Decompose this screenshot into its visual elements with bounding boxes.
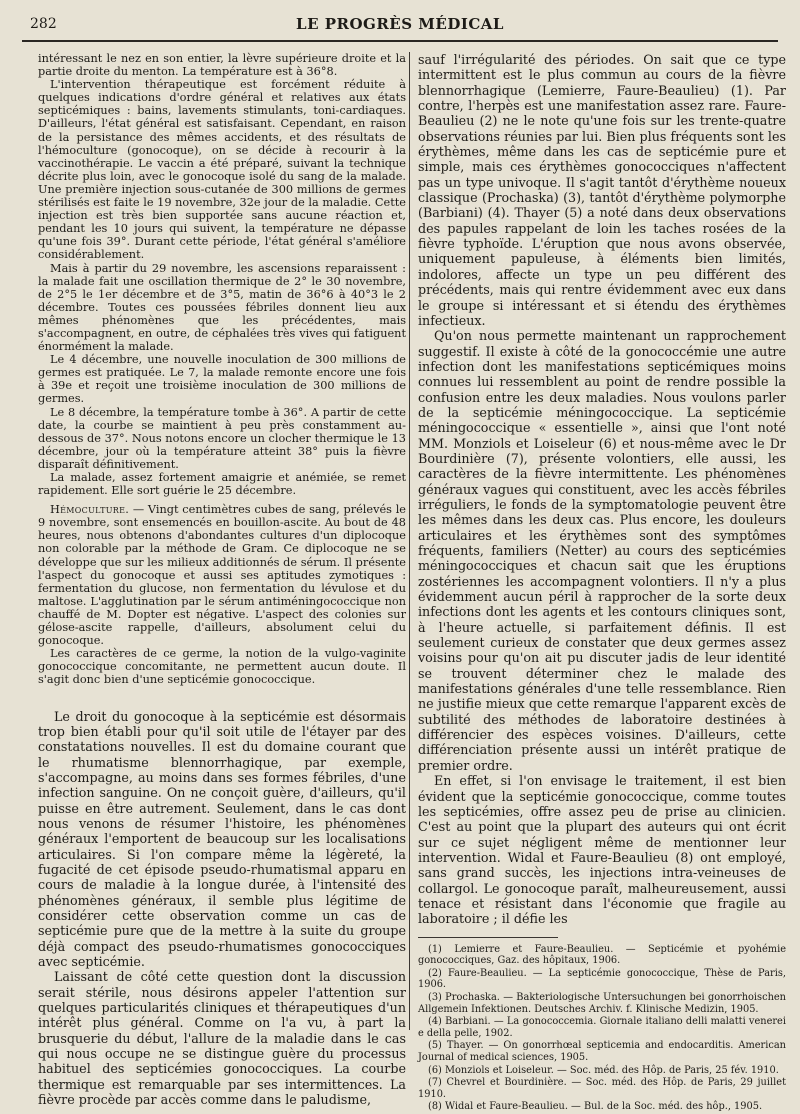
case-report	[38, 52, 406, 687]
case-paragraph: intéressant le nez en son entier, la lèvre supérieure droite et la partie droite du menton. La température est à 36°8.	[38, 52, 406, 79]
footnote: (7) Chevrel et Bourdinière. — Soc. méd. des Hôp. de Paris, 29 juillet 1910.	[418, 1077, 786, 1100]
case-paragraph: Le 8 décembre, la température tombe à 36°. A partir de cette date, la courbe se maintient à peu près constamment au-dessous de 37°. Nous notons encore un clocher thermique le 13 décembre, jour où la température atteint 38° puis la fièvre disparaît définitivement.	[38, 405, 406, 471]
discussion-paragraph: En effet, si l'on envisage le traitement, il est bien évident que la septicémie gonococcique, comme toutes les septicémies, offre assez peu de prise au clinicien. C'est au point que la plupart des auteurs qui ont écrit sur ce sujet négligent même de mentionner leur intervention. Widal et Faure-Beaulieu (8) ont employé, sans grand succès, les injections intra-veineuses de collargol. Le gonocoque paraît, malheureusement, aussi tenace et résistant dans l'économie que fragile au laboratoire ; il défie les	[418, 773, 786, 927]
footnote: (2) Faure-Beaulieu. — La septicémie gonococcique, Thèse de Paris, 1906.	[418, 967, 786, 991]
footnote: (5) Thayer. — On gonorrhœal septicemia and endocarditis. American Journal of medical sciences, 1905.	[418, 1040, 786, 1063]
column-divider	[409, 52, 410, 1030]
case-paragraph: Mais à partir du 29 novembre, les ascensions reparaissent : la malade fait une oscillation thermique de 2° le 30 novembre, de 2°5 le 1er décembre et de 3°5, matin de 36°6 à 40°3 le 2 décembre. Toutes ces poussées fébriles donnent lieu aux mêmes phénomènes que les précédentes, mais s'accompagnent, en outre, de céphalées très vives qui fatiguent énormément la malade.	[38, 261, 406, 354]
footnote: (4) Barbiani. — La gonococcemia. Giornale italiano delli malatti venerei e della pelle, 1902.	[418, 1016, 786, 1039]
discussion-paragraph: sauf l'irrégularité des périodes. On sait que ce type intermittent est le plus commun au cours de la fièvre blennorrhagique (Lemierre, Faure-Beaulieu) (1). Par contre, l'herpès est une manifestation assez rare. Faure-Beaulieu (2) ne le note qu'une fois sur les trente-quatre observations réunies par lui. Bien plus fréquents sont les érythèmes, même dans les cas de septicémie pure et simple, mais ces érythèmes gonococciques n'affectent pas un type univoque. Il s'agit tantôt d'érythème noueux classique (Prochaska) (3), tantôt d'érythème polymorphe (Barbiani) (4). Thayer (5) a noté dans deux observations des papules rappelant de loin les taches rosées de la fièvre typhoïde. L'éruption que nous avons observée, uniquement papuleuse, à éléments bien limités, indolores, affecte un type un peu différent des précédents, mais qui rentre évidemment avec eux dans le groupe si intéressant et si étendu des érythèmes infectieux.	[418, 52, 786, 328]
case-paragraph: Le 4 décembre, une nouvelle inoculation de 300 millions de germes est pratiquée. Le 7, la malade remonte encore une fois à 39e et reçoit une troisième inoculation de 300 millions de germes.	[38, 353, 406, 406]
footnote: (1) Lemierre et Faure-Beaulieu. — Septicémie et pyohémie gonococciques, Gaz. des hôpitaux, 1906.	[418, 943, 786, 967]
right-column	[418, 52, 786, 1114]
page-header	[22, 14, 778, 36]
discussion-paragraph: Qu'on nous permette maintenant un rapprochement suggestif. Il existe à côté de la gonococcémie une autre infection dont les manifestations septicémiques moins connues lui ressemblent au point de rendre possible la confusion entre les deux maladies. Nous voulons parler de la septicémie méningococcique. La septicémie méningococcique « essentielle », ainsi que l'ont noté MM. Monziols et Loiseleur (6) et nous-même avec le Dr Bourdinière (7), présente volontiers, elle aussi, les caractères de la fièvre intermittente. Les phénomènes généraux vagues qui constituent, avec les accès fébriles irréguliers, le fonds de la symptomatologie peuvent être les mêmes dans les deux cas. Plus encore, les douleurs articulaires et les érythèmes sont des symptômes fréquents, familiers (Netter) au cours des septicémies méningococciques et chacun sait que les éruptions zostériennes les accompagnent volontiers. Il n'y a plus évidemment aucun péril à rapprocher de la sorte deux infections dont les agents et les contours cliniques sont, à l'heure actuelle, si parfaitement définis. Il est seulement curieux de constater que deux germes assez voisins pour qu'on ait pu discuter jadis de leur identité se trouvent déterminer chez le malade des manifestations générales d'une telle ressemblance. Rien ne justifie mieux que cette remarque l'apparent excès de subtilité des méthodes de laboratoire destinées à différencier des espèces voisines. D'ailleurs, cette différenciation présente aussi un intérêt pratique de premier ordre.	[418, 328, 786, 773]
case-conclusion: Les caractères de ce germe, la notion de la vulgo-vaginite gonococcique concomitante, ne permettent aucun doute. Il s'agit donc bien d'une septicémie gonococcique.	[38, 647, 406, 687]
header-rule	[22, 40, 778, 42]
section-gap	[38, 687, 406, 709]
hemoculture-paragraph	[38, 503, 406, 647]
hemoculture-label: Hémoculture.	[50, 503, 130, 517]
left-column	[38, 52, 406, 1107]
case-paragraph: La malade, assez fortement amaigrie et anémiée, se remet rapidement. Elle sort guérie le 25 décembre.	[38, 471, 406, 498]
case-paragraph: L'intervention thérapeutique est forcément réduite à quelques indications d'ordre général et relatives aux états septicémiques : bains, lavements stimulants, toni-cardiaques. D'ailleurs, l'état général est satisfaisant. Cependant, en raison de la persistance des mêmes accidents, et des résultats de l'hémoculture (gonocoque), on se décide à recourir à la vaccinothérapie. Le vaccin a été préparé, suivant la technique décrite plus loin, avec le gonocoque isolé du sang de la malade. Une première injection sous-cutanée de 300 millions de germes stérilisés est faite le 19 novembre, 32e jour de la maladie. Cette injection est très bien supportée sans aucune réaction et, pendant les 10 jours qui suivent, la température ne dépasse qu'une fois 39°. Durant cette période, l'état général s'améliore considérablement.	[38, 78, 406, 262]
discussion-paragraph: Le droit du gonocoque à la septicémie est désormais trop bien établi pour qu'il soit utile de l'étayer par des constatations nouvelles. Il est du domaine courant que le rhumatisme blennorrhagique, par exemple, s'accompagne, au moins dans ses formes fébriles, d'une infection sanguine. On ne conçoit guère, d'ailleurs, qu'il puisse en être autrement. Seulement, dans le cas dont nous venons de résumer l'histoire, les phénomènes généraux l'emportent de beaucoup sur les localisations articulaires. Si l'on compare même la légèreté, la fugacité de cet épisode pseudo-rhumatismal apparu en cours de maladie à la longue durée, à l'intensité des phénomènes généraux, il semble plus légitime de considérer cette observation comme un cas de septicémie pure que de la mettre à la suite du groupe déjà compact des pseudo-rhumatismes gonococciques avec septicémie.	[38, 708, 406, 969]
footnotes	[418, 944, 786, 1113]
page-number: 282	[30, 16, 57, 32]
footnote: (8) Widal et Faure-Beaulieu. — Bul. de la Soc. méd. des hôp., 1905.	[428, 1101, 763, 1113]
footnote-rule	[418, 937, 558, 938]
hemoculture-text: — Vingt centimètres cubes de sang, prélevés le 9 novembre, sont ensemencés en bouillon-ascite. Au bout de 48 heures, nous obtenons d'abondantes cultures d'un diplocoque non colorable par la méthode de Gram. Ce diplocoque ne se développe que sur les milieux additionnés de sérum. Il présente l'aspect du gonocoque et aussi ses aptitudes zymotiques : fermentation du glucose, non fermentation du lévulose et du maltose. L'agglutination par le sérum antiméningococcique non chauffé de M. Dopter est négative. L'aspect des colonies sur gélose-ascite rappelle, d'ailleurs, absolument celui du gonocoque.	[38, 503, 406, 648]
footnote: (6) Monziols et Loiseleur. — Soc. méd. des Hôp. de Paris, 25 fév. 1910.	[428, 1064, 779, 1076]
running-title: LE PROGRÈS MÉDICAL	[296, 15, 504, 33]
discussion-right	[418, 52, 786, 927]
discussion-paragraph: Laissant de côté cette question dont la discussion serait stérile, nous désirons appeler l'attention sur quelques particularités cliniques et thérapeutiques d'un intérêt plus général. Comme on l'a vu, à part la brusquerie du début, l'allure de la maladie dans le cas qui nous occupe ne se distingue guère du processus habituel des septicémies gonococciques. La courbe thermique est remarquable par ses intermittences. La fièvre procède par accès comme dans le paludisme,	[38, 969, 406, 1108]
footnote: (3) Prochaska. — Bakteriologische Untersuchungen bei gonorrhoischen Allgemein Infektionen. Deutsches Archiv. f. Klinische Medizin, 1905.	[418, 991, 786, 1015]
discussion-left	[38, 709, 406, 1108]
